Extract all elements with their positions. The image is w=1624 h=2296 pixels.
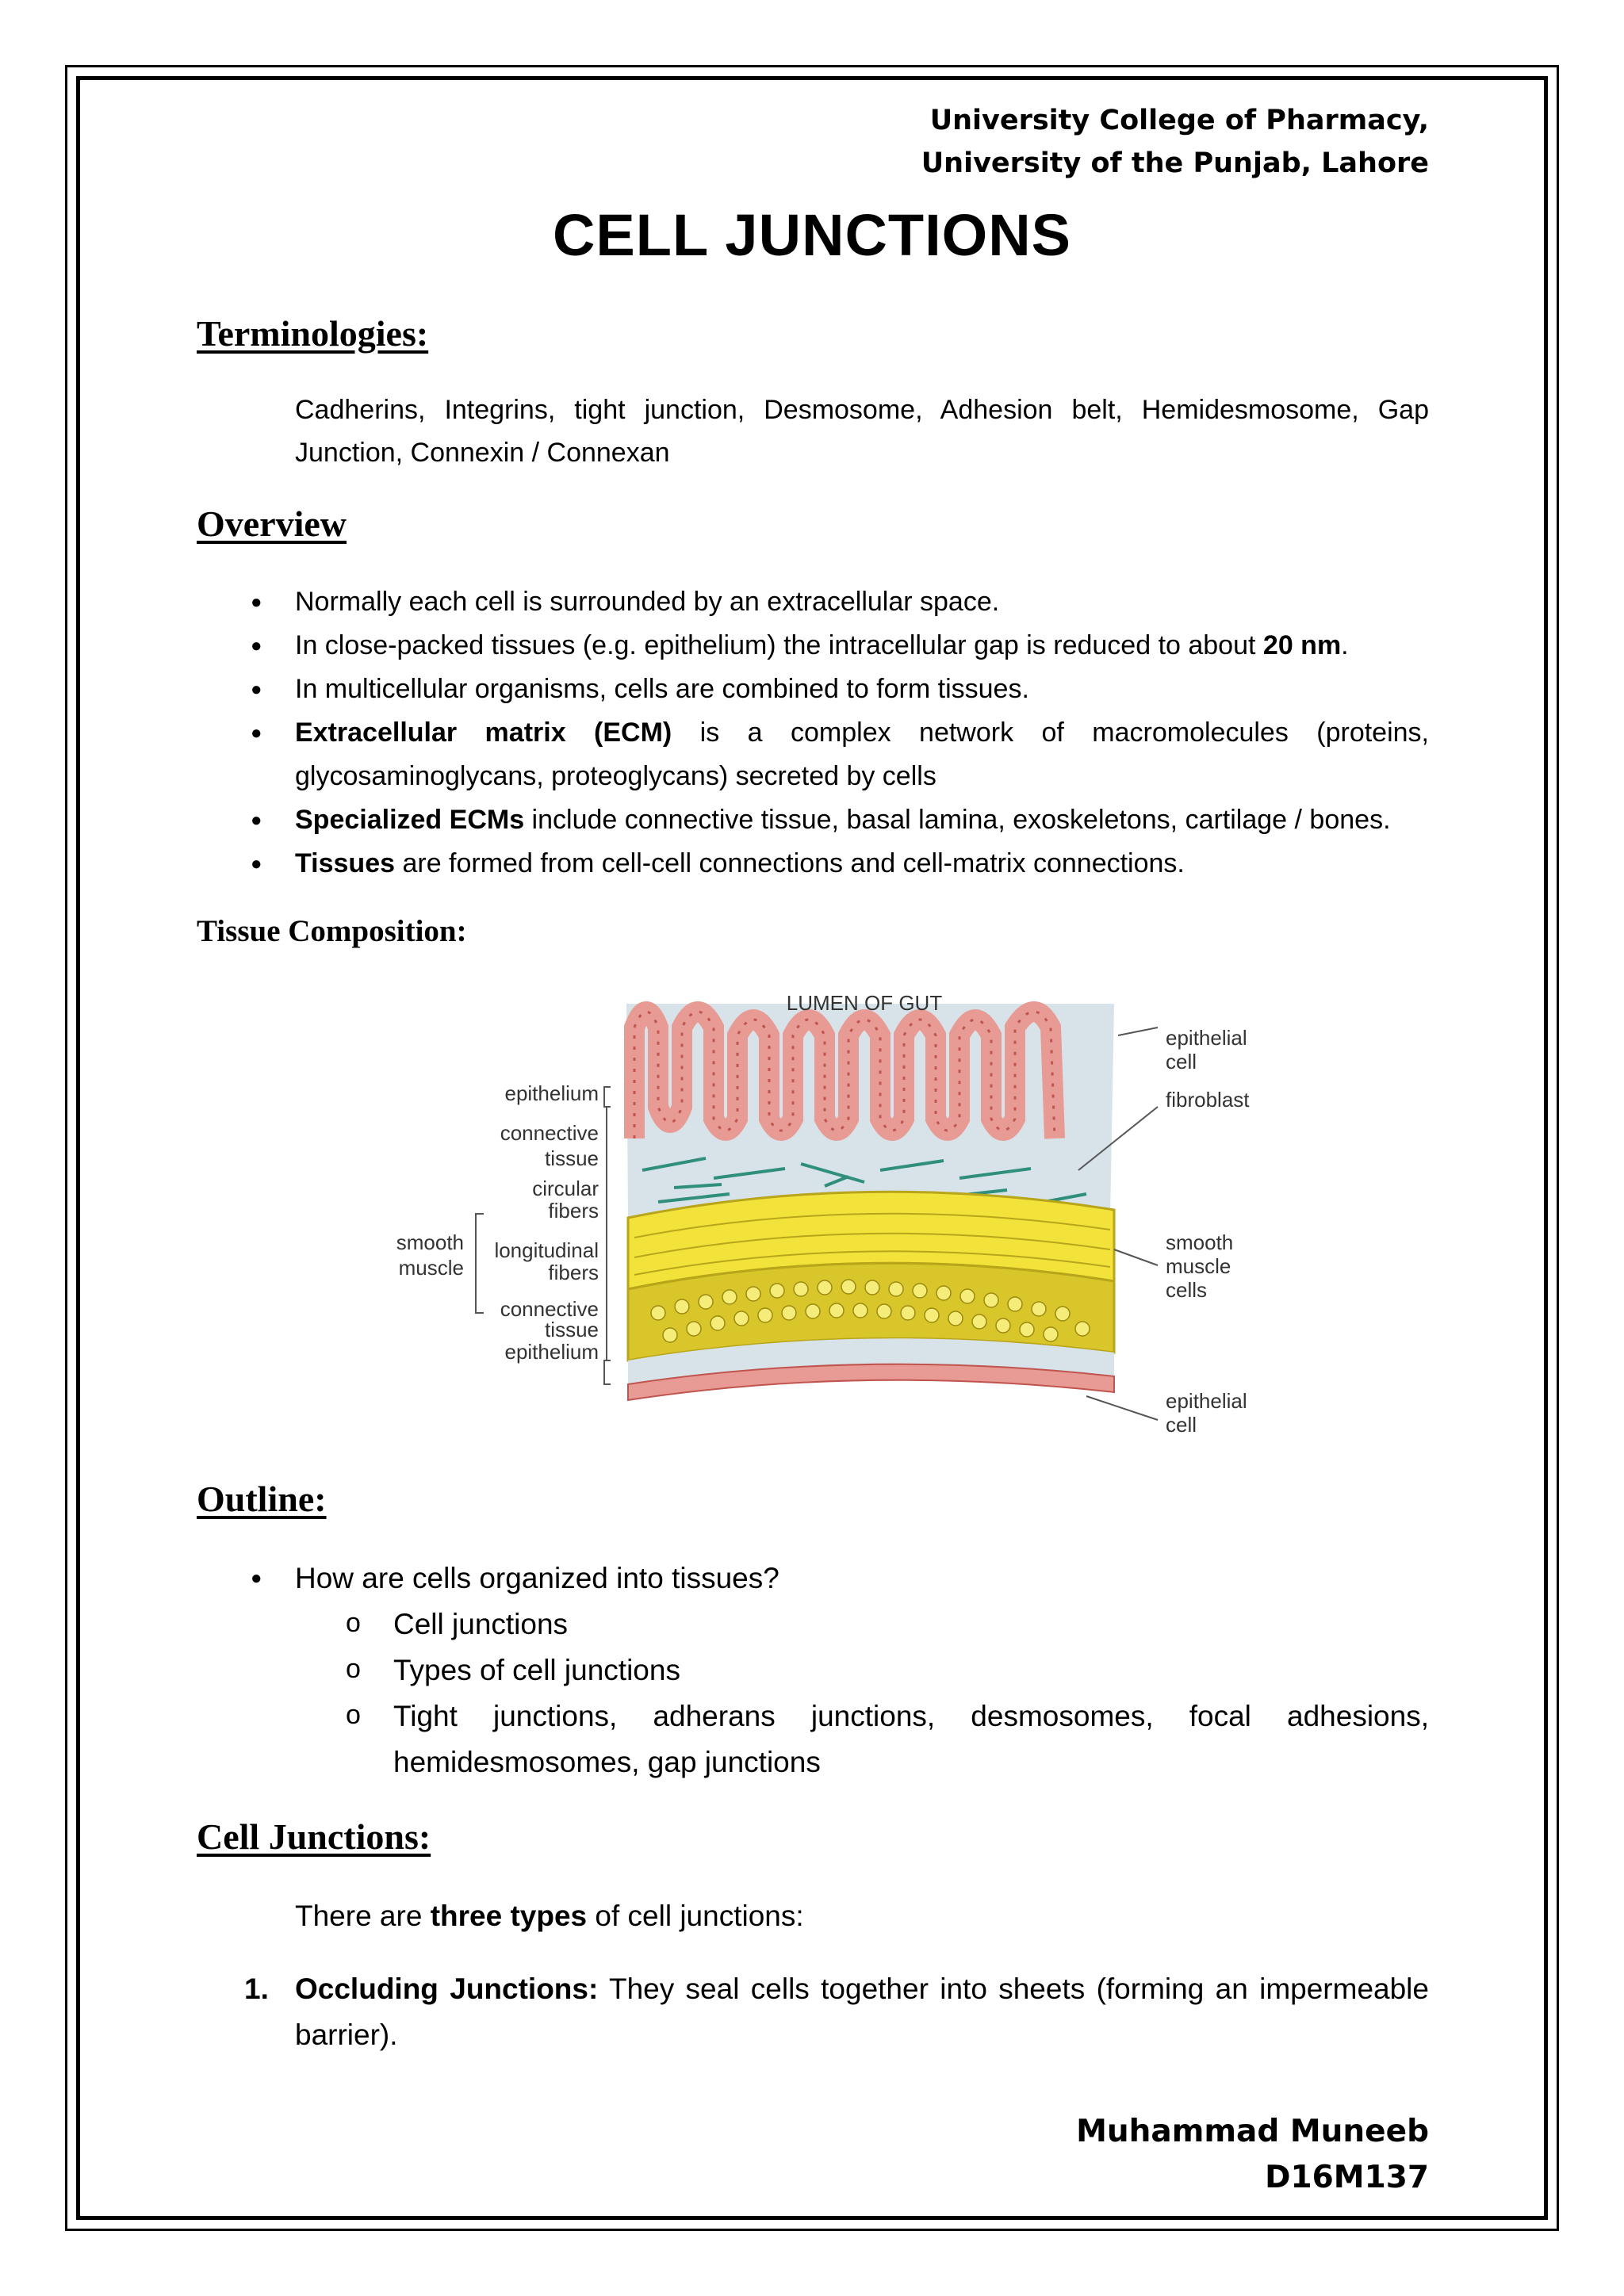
label-connective-bottom-1: connective <box>500 1297 599 1321</box>
lumen-label: LUMEN OF GUT <box>786 991 943 1015</box>
label-circular-2: fibers <box>548 1199 599 1223</box>
label-longitudinal-1: longitudinal <box>494 1238 599 1262</box>
author-block <box>1076 2109 1429 2201</box>
label-smooth-1: smooth <box>396 1230 464 1254</box>
list-item: ● Tissues are formed from cell-cell connections and cell-matrix connections. <box>238 842 1429 886</box>
terminologies-heading: Terminologies: <box>197 313 429 354</box>
label-epithelium-top: epithelium <box>504 1081 599 1105</box>
page-title: CELL JUNCTIONS <box>552 202 1072 268</box>
outline-heading: Outline: <box>197 1479 327 1519</box>
label-smooth-muscle-2: muscle <box>1166 1254 1231 1278</box>
label-circular-1: circular <box>532 1177 599 1200</box>
gut-tissue-diagram <box>373 980 1253 1440</box>
label-smooth-muscle-3: cells <box>1166 1278 1208 1302</box>
list-item: ● Specialized ECMs include connective tissue, basal lamina, exoskeletons, cartilage / bones. <box>238 798 1429 842</box>
institution-line-1: University College of Pharmacy, <box>929 105 1429 136</box>
cell-junctions-heading: Cell Junctions: <box>197 1816 431 1857</box>
label-smooth-2: muscle <box>398 1256 464 1280</box>
list-item: ● In close-packed tissues (e.g. epithelium) the intracellular gap is reduced to about 20 nm. <box>238 624 1429 668</box>
label-connective-top-2: tissue <box>545 1146 599 1170</box>
author-roll: D16M137 <box>1265 2160 1429 2195</box>
label-smooth-muscle-1: smooth <box>1166 1230 1234 1254</box>
overview-list <box>238 580 1429 886</box>
label-epithelium-bottom: epithelium <box>504 1340 599 1364</box>
label-connective-bottom-2: tissue <box>545 1318 599 1341</box>
list-item: ● Extracellular matrix (ECM) is a complex network of macromolecules (proteins, glycosaminoglycans, proteoglycans) secreted by cells <box>238 711 1429 798</box>
author-name: Muhammad Muneeb <box>1076 2114 1429 2149</box>
terminologies-text: Cadherins, Integrins, tight junction, Desmosome, Adhesion belt, Hemidesmosome, Gap Junction, Connexin / Connexan <box>295 395 1429 468</box>
label-connective-top-1: connective <box>500 1121 599 1145</box>
list-item: ● Normally each cell is surrounded by an extracellular space. <box>238 580 1429 624</box>
gut-tissue-figure <box>373 980 1253 1440</box>
item-text: Occluding Junctions: They seal cells together into sheets (forming an impermeable barrier). <box>295 1973 1429 2051</box>
institution-line-2: University of the Punjab, Lahore <box>921 147 1429 179</box>
label-epithelial-cell-bottom-2: cell <box>1166 1413 1197 1437</box>
sub-list-item: o Cell junctions <box>238 1601 1429 1647</box>
label-epithelial-cell-top-1: epithelial <box>1166 1026 1247 1050</box>
label-fibroblast: fibroblast <box>1166 1088 1250 1112</box>
label-epithelial-cell-top-2: cell <box>1166 1050 1197 1073</box>
label-longitudinal-2: fibers <box>548 1261 599 1284</box>
institution-header <box>921 99 1429 185</box>
overview-heading: Overview <box>197 503 347 544</box>
list-item: ● How are cells organized into tissues? o Cell junctions o Types of cell junctions o Tight junctions, adherans junctions, desmosomes, focal adhesions, hemidesmosomes, gap junctions <box>238 1556 1429 1785</box>
outline-list <box>238 1556 1429 1785</box>
outline-sublist <box>238 1601 1429 1785</box>
sub-list-item: o Types of cell junctions <box>238 1647 1429 1693</box>
item-number: 1. <box>244 1973 269 2005</box>
sub-list-item: o Tight junctions, adherans junctions, desmosomes, focal adhesions, hemidesmosomes, gap junctions <box>238 1693 1429 1785</box>
list-item: ● In multicellular organisms, cells are combined to form tissues. <box>238 668 1429 711</box>
tissue-composition-heading: Tissue Composition: <box>197 914 467 948</box>
cell-junctions-intro: There are three types of cell junctions: <box>295 1900 804 1932</box>
cell-junction-item-1 <box>238 1966 1429 2058</box>
label-epithelial-cell-bottom-1: epithelial <box>1166 1389 1247 1413</box>
